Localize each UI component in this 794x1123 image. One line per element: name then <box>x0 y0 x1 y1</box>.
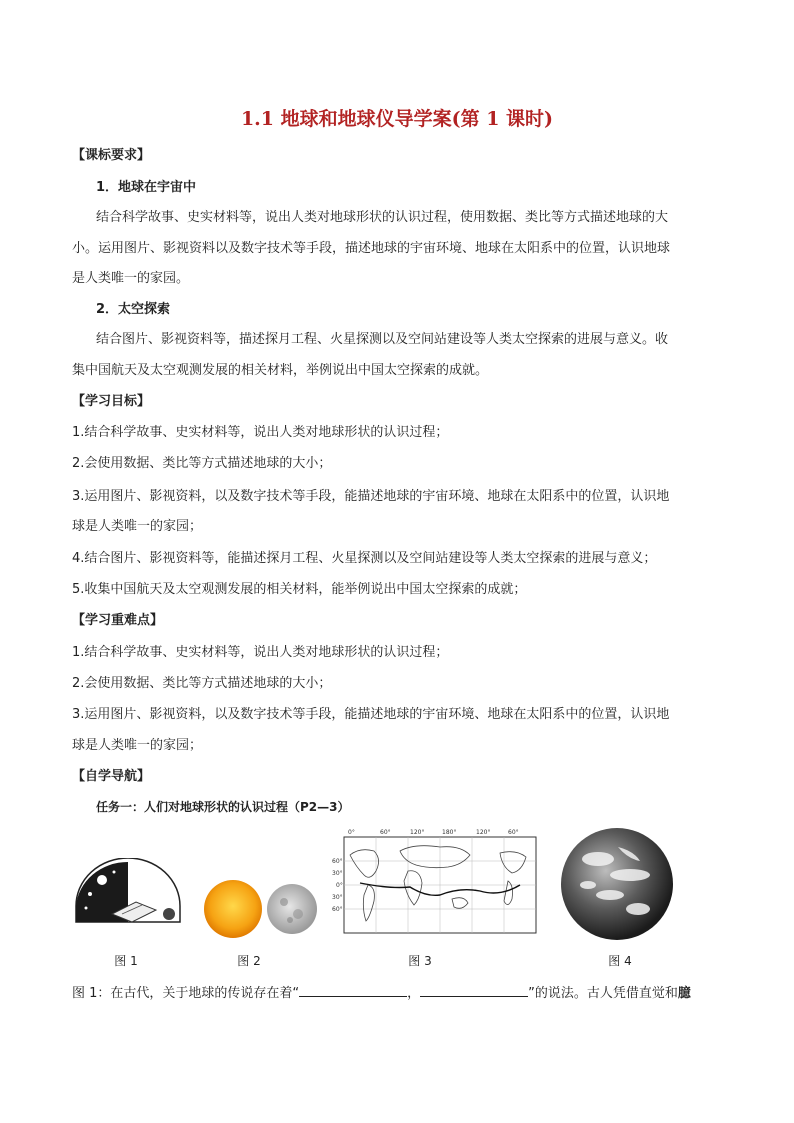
map-lon-label: 60° <box>380 829 391 836</box>
answer-blank[interactable] <box>299 984 407 997</box>
keypoint-item: 3.运用图片、影视资料，以及数字技术等手段，能描述地球的宇宙环境、地球在太阳系中的位置，认识地 <box>72 707 670 722</box>
item2-title: 2．太空探索 <box>96 302 171 317</box>
page-title: 1.1 地球和地球仪导学案(第 1 课时) <box>240 108 554 130</box>
map-lat-label: 60° <box>332 906 343 913</box>
figure-caption: 图 2 <box>237 954 261 968</box>
keypoints-header: 【学习重难点】 <box>72 613 164 628</box>
map-lat-label: 0° <box>336 882 343 889</box>
goals-header: 【学习目标】 <box>72 394 151 409</box>
item1-line: 小。运用图片、影视资料以及数字技术等手段，描述地球的宇宙环境、地球在太阳系中的位置，认识地球 <box>72 241 671 256</box>
goal-item: 4.结合图片、影视资料等，能描述探月工程、火星探测以及空间站建设等人类太空探索的进展与意义； <box>72 551 657 566</box>
guide-header: 【自学导航】 <box>72 769 151 784</box>
task1-title: 任务一：人们对地球形状的认识过程（P2—3） <box>96 800 350 814</box>
question-last-char: 臆 <box>677 986 691 1001</box>
keypoint-item: 球是人类唯一的家园； <box>72 738 203 753</box>
keypoint-item: 1.结合科学故事、史实材料等，说出人类对地球形状的认识过程； <box>72 645 449 660</box>
map-lat-label: 30° <box>332 870 343 877</box>
world-map-figure <box>330 825 550 945</box>
figure-caption: 图 4 <box>608 954 632 968</box>
goal-item: 1.结合科学故事、史实材料等，说出人类对地球形状的认识过程； <box>72 425 449 440</box>
figure-caption: 图 3 <box>408 954 432 968</box>
goal-item: 5.收集中国航天及太空观测发展的相关材料，能举例说出中国太空探索的成就； <box>72 582 527 597</box>
map-lon-label: 120° <box>410 829 425 836</box>
fill-in-question <box>72 984 724 1002</box>
item1-title: 1．地球在宇宙中 <box>96 180 197 195</box>
question-separator: ， <box>407 986 421 1001</box>
figure-caption: 图 1 <box>114 954 138 968</box>
question-suffix: ”的说法。古人凭借直觉和 <box>528 986 678 1001</box>
sun-and-moon-figure <box>200 878 318 940</box>
question-prefix: 图 1：在古代，关于地球的传说存在着“ <box>72 986 300 1001</box>
map-lon-label: 60° <box>508 829 519 836</box>
ancient-sky-dome-figure <box>72 858 184 926</box>
goal-item: 球是人类唯一的家园； <box>72 519 203 534</box>
standards-header: 【课标要求】 <box>72 148 151 163</box>
answer-blank[interactable] <box>420 984 528 997</box>
map-lon-label: 180° <box>442 829 457 836</box>
item1-line: 是人类唯一的家园。 <box>72 271 190 286</box>
keypoint-item: 2.会使用数据、类比等方式描述地球的大小； <box>72 676 332 691</box>
goal-item: 3.运用图片、影视资料，以及数字技术等手段，能描述地球的宇宙环境、地球在太阳系中的位置，认识地 <box>72 489 670 504</box>
item2-line: 结合图片、影视资料等，描述探月工程、火星探测以及空间站建设等人类太空探索的进展与意义。收 <box>96 332 669 347</box>
item2-line: 集中国航天及太空观测发展的相关材料，举例说出中国太空探索的成就。 <box>72 363 489 378</box>
earth-photo-figure <box>558 825 676 943</box>
map-lon-label: 0° <box>348 829 355 836</box>
item1-line: 结合科学故事、史实材料等，说出人类对地球形状的认识过程，使用数据、类比等方式描述地球的大 <box>96 210 669 225</box>
map-lon-label: 120° <box>476 829 491 836</box>
map-lat-label: 60° <box>332 858 343 865</box>
goal-item: 2.会使用数据、类比等方式描述地球的大小； <box>72 456 332 471</box>
map-lat-label: 30° <box>332 894 343 901</box>
